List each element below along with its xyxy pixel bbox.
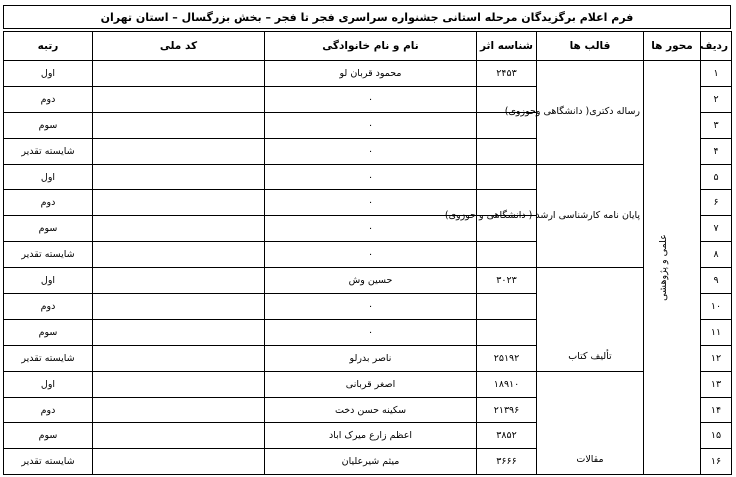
row-number: ۱۳ bbox=[701, 371, 732, 397]
row-number: ۵ bbox=[701, 164, 732, 190]
code-cell bbox=[93, 449, 265, 475]
code-cell bbox=[93, 423, 265, 449]
format-cell: پایان نامه کارشناسی ارشد ( دانشگاهی و حوزوی) bbox=[537, 164, 644, 268]
format-cell: رساله دکتری( دانشگاهی وحوزوی) bbox=[537, 61, 644, 165]
name-cell: ۰ bbox=[265, 86, 477, 112]
id-cell bbox=[477, 294, 537, 320]
id-cell: ۲۱۳۹۶ bbox=[477, 397, 537, 423]
name-cell: ۰ bbox=[265, 138, 477, 164]
name-cell: ۰ bbox=[265, 216, 477, 242]
table-row bbox=[4, 268, 732, 294]
winners-table bbox=[3, 31, 732, 475]
name-cell: ناصر بدرلو bbox=[265, 345, 477, 371]
name-cell: میثم شیرعلیان bbox=[265, 449, 477, 475]
rank-cell: شایسته تقدیر bbox=[4, 345, 93, 371]
header-name: نام و نام خانوادگی bbox=[265, 32, 477, 61]
row-number: ۱۱ bbox=[701, 319, 732, 345]
row-number: ۱۲ bbox=[701, 345, 732, 371]
rank-cell: دوم bbox=[4, 397, 93, 423]
id-cell: ۱۸۹۱۰ bbox=[477, 371, 537, 397]
rank-cell: سوم bbox=[4, 319, 93, 345]
name-cell: اعظم زارع میرک اباد bbox=[265, 423, 477, 449]
code-cell bbox=[93, 190, 265, 216]
table-row bbox=[4, 371, 732, 397]
rank-cell: سوم bbox=[4, 423, 93, 449]
axis-label: علمی و پژوهشی bbox=[658, 234, 670, 301]
code-cell bbox=[93, 268, 265, 294]
header-rank: رتبه bbox=[4, 32, 93, 61]
code-cell bbox=[93, 294, 265, 320]
code-cell bbox=[93, 371, 265, 397]
id-cell bbox=[477, 242, 537, 268]
name-cell: ۰ bbox=[265, 190, 477, 216]
name-cell: ۰ bbox=[265, 319, 477, 345]
row-number: ۲ bbox=[701, 86, 732, 112]
rank-cell: اول bbox=[4, 371, 93, 397]
rank-cell: سوم bbox=[4, 216, 93, 242]
rank-cell: شایسته تقدیر bbox=[4, 242, 93, 268]
name-cell: ۰ bbox=[265, 294, 477, 320]
id-cell: ۲۵۱۹۲ bbox=[477, 345, 537, 371]
name-cell: ۰ bbox=[265, 112, 477, 138]
header-national-code: کد ملی bbox=[93, 32, 265, 61]
rank-cell: شایسته تقدیر bbox=[4, 449, 93, 475]
rank-cell: دوم bbox=[4, 294, 93, 320]
name-cell: حسین وش bbox=[265, 268, 477, 294]
rank-cell: اول bbox=[4, 164, 93, 190]
rank-cell: شایسته تقدیر bbox=[4, 138, 93, 164]
id-cell bbox=[477, 319, 537, 345]
header-id: شناسه اثر bbox=[477, 32, 537, 61]
row-number: ۱۵ bbox=[701, 423, 732, 449]
form-title: فرم اعلام برگزیدگان مرحله استانی جشنواره سراسری فجر تا فجر – بخش بزرگسال – استان تهران bbox=[3, 5, 731, 29]
code-cell bbox=[93, 61, 265, 87]
header-row-number: ردیف bbox=[701, 32, 732, 61]
row-number: ۱۶ bbox=[701, 449, 732, 475]
header-row bbox=[4, 32, 732, 61]
rank-cell: سوم bbox=[4, 112, 93, 138]
id-cell bbox=[477, 138, 537, 164]
code-cell bbox=[93, 138, 265, 164]
name-cell: اصغر قربانی bbox=[265, 371, 477, 397]
rank-cell: دوم bbox=[4, 190, 93, 216]
format-cell: مقالات bbox=[537, 371, 644, 475]
table-row bbox=[4, 164, 732, 190]
row-number: ۸ bbox=[701, 242, 732, 268]
id-cell: ۳۶۶۶ bbox=[477, 449, 537, 475]
row-number: ۱ bbox=[701, 61, 732, 87]
id-cell bbox=[477, 164, 537, 190]
row-number: ۶ bbox=[701, 190, 732, 216]
rank-cell: اول bbox=[4, 268, 93, 294]
id-cell: ۳۰۲۳ bbox=[477, 268, 537, 294]
table-row bbox=[4, 61, 732, 87]
id-cell: ۳۸۵۲ bbox=[477, 423, 537, 449]
name-cell: ۰ bbox=[265, 242, 477, 268]
header-format: قالب ها bbox=[537, 32, 644, 61]
rank-cell: دوم bbox=[4, 86, 93, 112]
code-cell bbox=[93, 86, 265, 112]
rank-cell: اول bbox=[4, 61, 93, 87]
id-cell: ۲۴۵۳ bbox=[477, 61, 537, 87]
row-number: ۷ bbox=[701, 216, 732, 242]
axis-cell bbox=[644, 61, 701, 475]
row-number: ۹ bbox=[701, 268, 732, 294]
name-cell: محمود قربان لو bbox=[265, 61, 477, 87]
code-cell bbox=[93, 112, 265, 138]
row-number: ۳ bbox=[701, 112, 732, 138]
code-cell bbox=[93, 319, 265, 345]
row-number: ۱۴ bbox=[701, 397, 732, 423]
format-cell: تألیف کتاب bbox=[537, 268, 644, 372]
code-cell bbox=[93, 345, 265, 371]
code-cell bbox=[93, 397, 265, 423]
header-axis: محور ها bbox=[644, 32, 701, 61]
code-cell bbox=[93, 216, 265, 242]
name-cell: ۰ bbox=[265, 164, 477, 190]
row-number: ۱۰ bbox=[701, 294, 732, 320]
name-cell: سکینه حسن دخت bbox=[265, 397, 477, 423]
row-number: ۴ bbox=[701, 138, 732, 164]
code-cell bbox=[93, 164, 265, 190]
code-cell bbox=[93, 242, 265, 268]
